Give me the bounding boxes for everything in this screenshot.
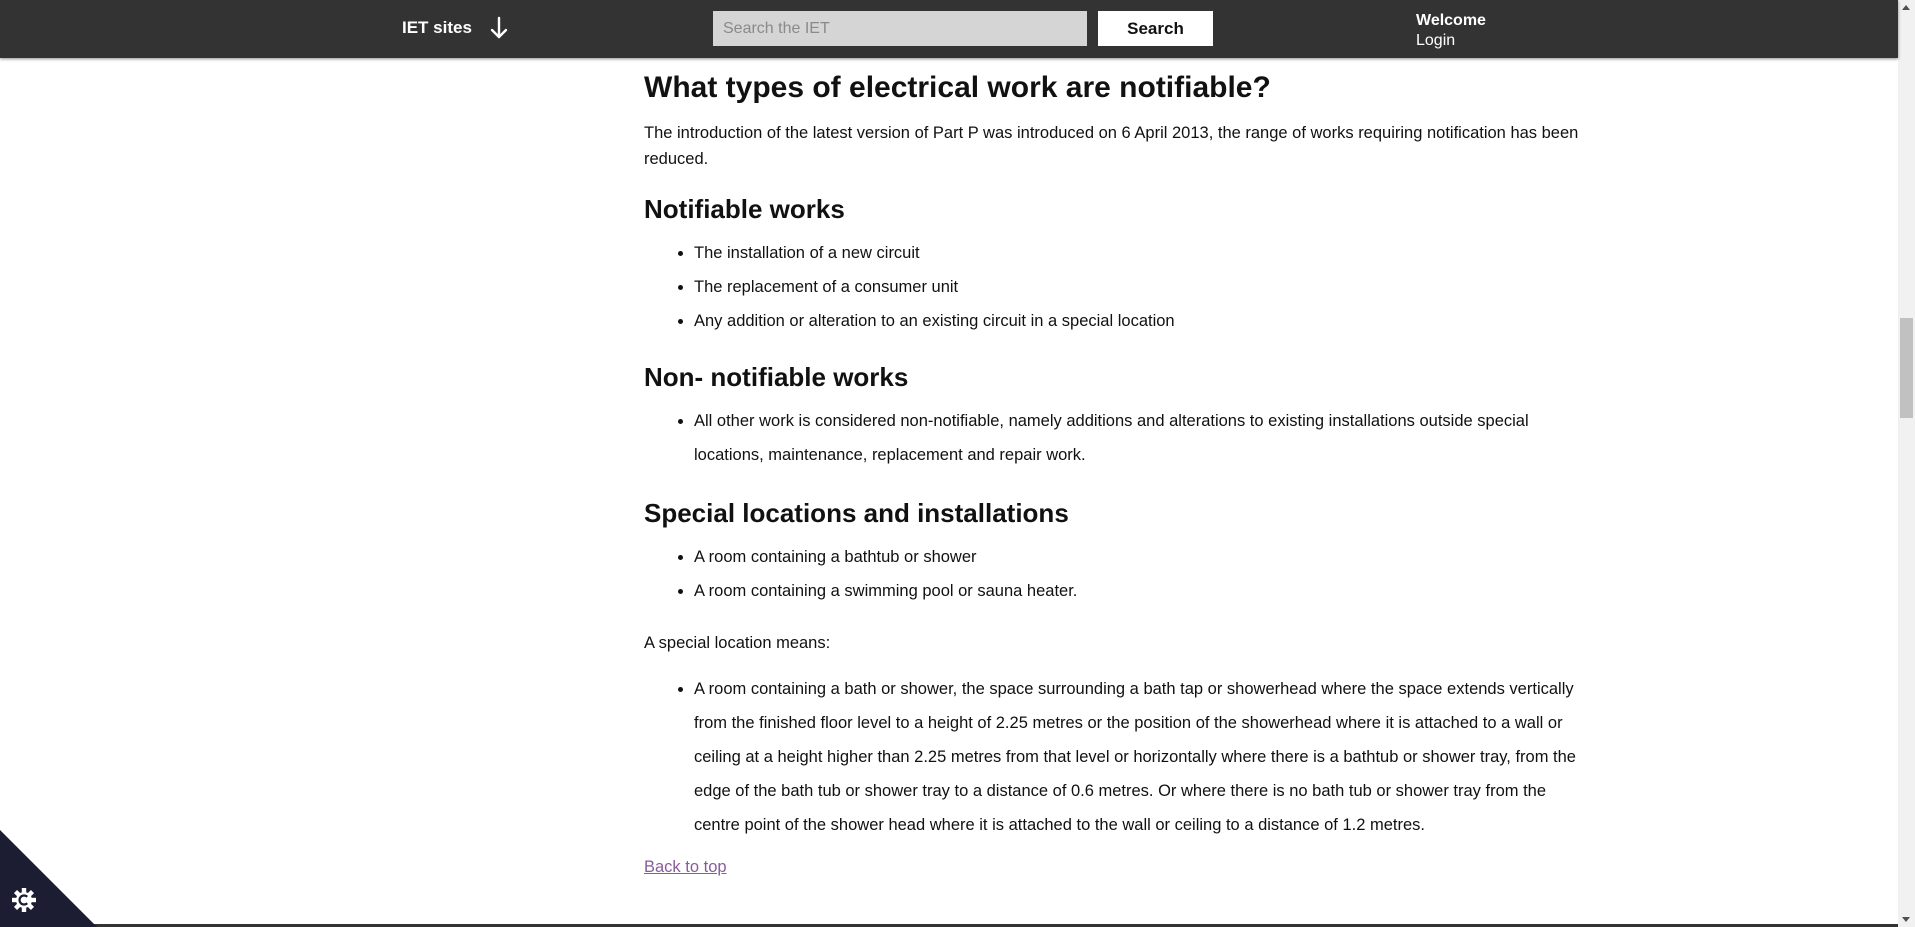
notifiable-works-list [644,236,1584,338]
arrow-down-icon [490,16,508,40]
special-location-means-text: A special location means: [644,634,831,652]
list-item: • The installation of a new circuit [694,236,1584,270]
list-item: • Any addition or alteration to an existing circuit in a special location [694,304,1584,338]
login-link[interactable]: Login [1416,32,1456,49]
iet-sites-menu[interactable] [402,16,508,40]
scroll-up-icon[interactable] [1902,5,1910,10]
list-item: • A room containing a swimming pool or sauna heater. [694,574,1584,608]
list-item: • The replacement of a consumer unit [694,270,1584,304]
article-content [644,58,1584,877]
cookie-settings-icon[interactable] [0,830,97,927]
special-locations-heading: Special locations and installations [644,498,1069,528]
page-title: What types of electrical work are notifiable? [644,71,1271,104]
user-welcome [1416,11,1486,51]
scroll-thumb[interactable] [1900,318,1913,418]
list-item: • A room containing a bathtub or shower [694,540,1584,574]
iet-sites-label: IET sites [402,18,472,37]
intro-paragraph: The introduction of the latest version of Part P was introduced on 6 April 2013, the range of works requiring notification has been reduced. [644,124,1579,168]
non-notifiable-works-list [644,404,1584,472]
welcome-text: Welcome [1416,12,1486,29]
page-scrollbar[interactable] [1898,0,1915,927]
special-locations-list [644,540,1584,608]
list-item: • All other work is considered non-notifiable, namely additions and alterations to existing installations outside special locations, maintenance, replacement and repair work. [694,404,1584,472]
list-item: • A room containing a bath or shower, the space surrounding a bath tap or showerhead where the space extends vertically from the finished floor level to a height of 2.25 metres or the position of the showerhead where it is attached to a wall or ceiling at a height higher than 2.25 metres from that level or horizontally where there is a bathtub or shower tray, from the edge of the bath tub or shower tray to a distance of 0.6 metres. Or where there is no bath tub or shower tray from the centre point of the shower head where it is attached to the wall or ceiling to a distance of 1.2 metres. [694,672,1584,842]
notifiable-works-heading: Notifiable works [644,194,845,224]
special-location-definition-list [644,672,1584,842]
back-to-top-link[interactable]: Back to top [644,858,727,876]
top-navigation-bar [0,0,1898,58]
scroll-down-icon[interactable] [1902,917,1910,922]
search-input[interactable] [713,11,1087,46]
non-notifiable-works-heading: Non- notifiable works [644,362,909,392]
search-button[interactable]: Search [1098,11,1213,46]
